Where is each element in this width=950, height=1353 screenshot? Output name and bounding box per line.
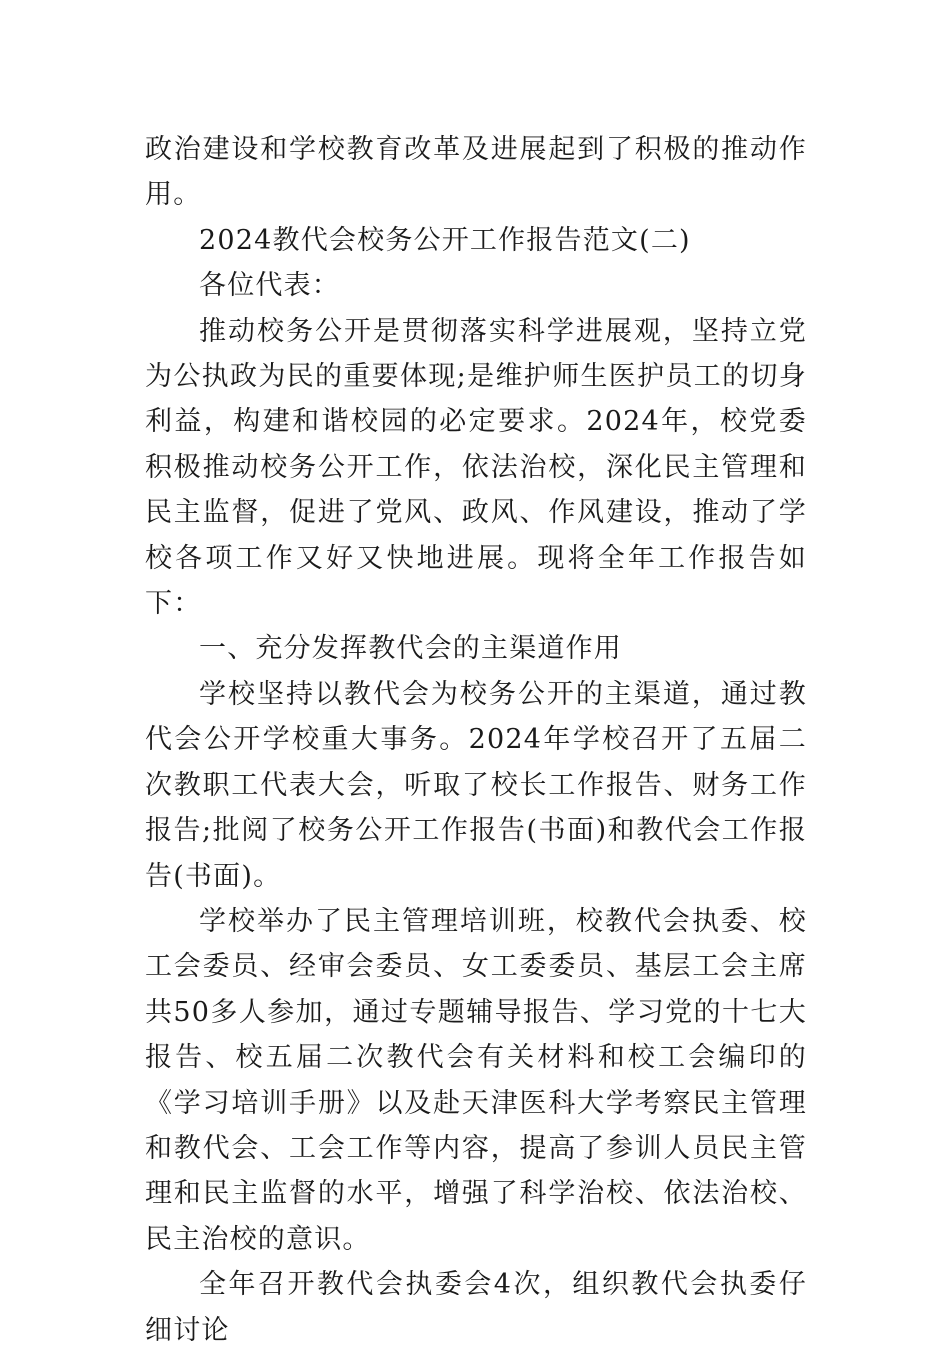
paragraph-continuation: 政治建设和学校教育改革及进展起到了积极的推动作用。 — [145, 134, 807, 211]
paragraph-meetings: 全年召开教代会执委会4次，组织教代会执委仔细讨论 — [145, 1269, 807, 1346]
salutation: 各位代表： — [199, 270, 340, 302]
document-body — [145, 127, 807, 1353]
paragraph-congress: 学校坚持以教代会为校务公开的主渠道，通过教代会公开学校重大事务。2024年学校召开了五届二次教职工代表大会，听取了校长工作报告、财务工作报告;批阅了校务公开工作报告(书面)和教代会工作报告(书面)。 — [145, 678, 807, 892]
section-title: 2024教代会校务公开工作报告范文(二) — [199, 224, 691, 256]
paragraph-training: 学校举办了民主管理培训班，校教代会执委、校工会委员、经审会委员、女工委委员、基层工会主席共50多人参加，通过专题辅导报告、学习党的十七大报告、校五届二次教代会有关材料和校工会编印的《学习培训手册》以及赴天津医科大学考察民主管理和教代会、工会工作等内容，提高了参训人员民主管理和民主监督的水平，增强了科学治校、依法治校、民主治校的意识。 — [145, 905, 807, 1255]
section-heading-1: 一、充分发挥教代会的主渠道作用 — [199, 633, 622, 665]
paragraph-intro: 推动校务公开是贯彻落实科学进展观，坚持立党为公执政为民的重要体现;是维护师生医护员工的切身利益，构建和谐校园的必定要求。2024年，校党委积极推动校务公开工作，依法治校，深化民主管理和民主监督，促进了党风、政风、作风建设，推动了学校各项工作又好又快地进展。现将全年工作报告如下： — [145, 315, 807, 620]
